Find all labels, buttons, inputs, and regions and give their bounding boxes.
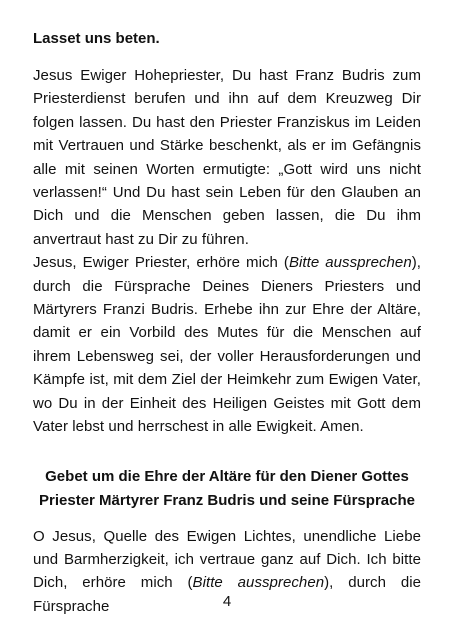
paragraph-3-text-start: O Jesus, Quelle des Ewigen Lichtes, unendliche Liebe und Barmherzigkeit, ich vertraue ganz auf Dich. Ich bitte Dich, erhöre mich ( — [33, 527, 421, 592]
page-content — [33, 28, 421, 618]
paragraph-3-italic: Bitte aussprechen — [192, 574, 325, 592]
paragraph-3-text-end: ), durch die Fürsprache — [33, 574, 422, 615]
prayer-heading: Lasset uns beten. — [33, 30, 160, 47]
paragraph-2-text-end: ), durch die Fürsprache Deines Dieners Priesters und Märtyrers Franzi Budris. Erhebe ihn zur Ehre der Altäre, damit er ein Vorbild des Mutes für die Menschen auf ihrem Lebensweg sei, der voller Herausforderungen und Kämpfe ist, mit dem Ziel der Heimkehr zum Ewigen Vater, wo Du in der Einheit des Heiligen Geistes mit Gott dem Vater lebst und herrschest in alle Ewigkeit. Amen. — [33, 254, 421, 436]
section-heading-line-1: Gebet um die Ehre der Altäre für den Diener Gottes — [45, 467, 409, 485]
section-heading-line-2: Priester Märtyrer Franz Budris und seine Fürsprache — [39, 491, 415, 509]
paragraph-1: Jesus Ewiger Hohepriester, Du hast Franz Budris zum Priesterdienst berufen und ihn auf dem Kreuzweg Dir folgen lassen. Du hast den Priester Franziskus im Leiden mit Vertrauen und Stärke beschenkt, als er im Gefängnis alle mit seinen Worten ermutigte: „Gott wird uns nicht verlassen!“ Und Du hast sein Leben für den Glauben an Dich und die Menschen geben lassen, die Du ihm anvertraut hast zu Dir zu führen. — [33, 67, 421, 248]
paragraph-2 — [33, 251, 421, 438]
page-number: 4 — [222, 593, 232, 610]
paragraph-2-italic: Bitte aussprechen — [288, 254, 412, 272]
paragraph-2-text-start: Jesus, Ewiger Priester, erhöre mich ( — [33, 254, 289, 272]
section-heading — [33, 465, 421, 513]
